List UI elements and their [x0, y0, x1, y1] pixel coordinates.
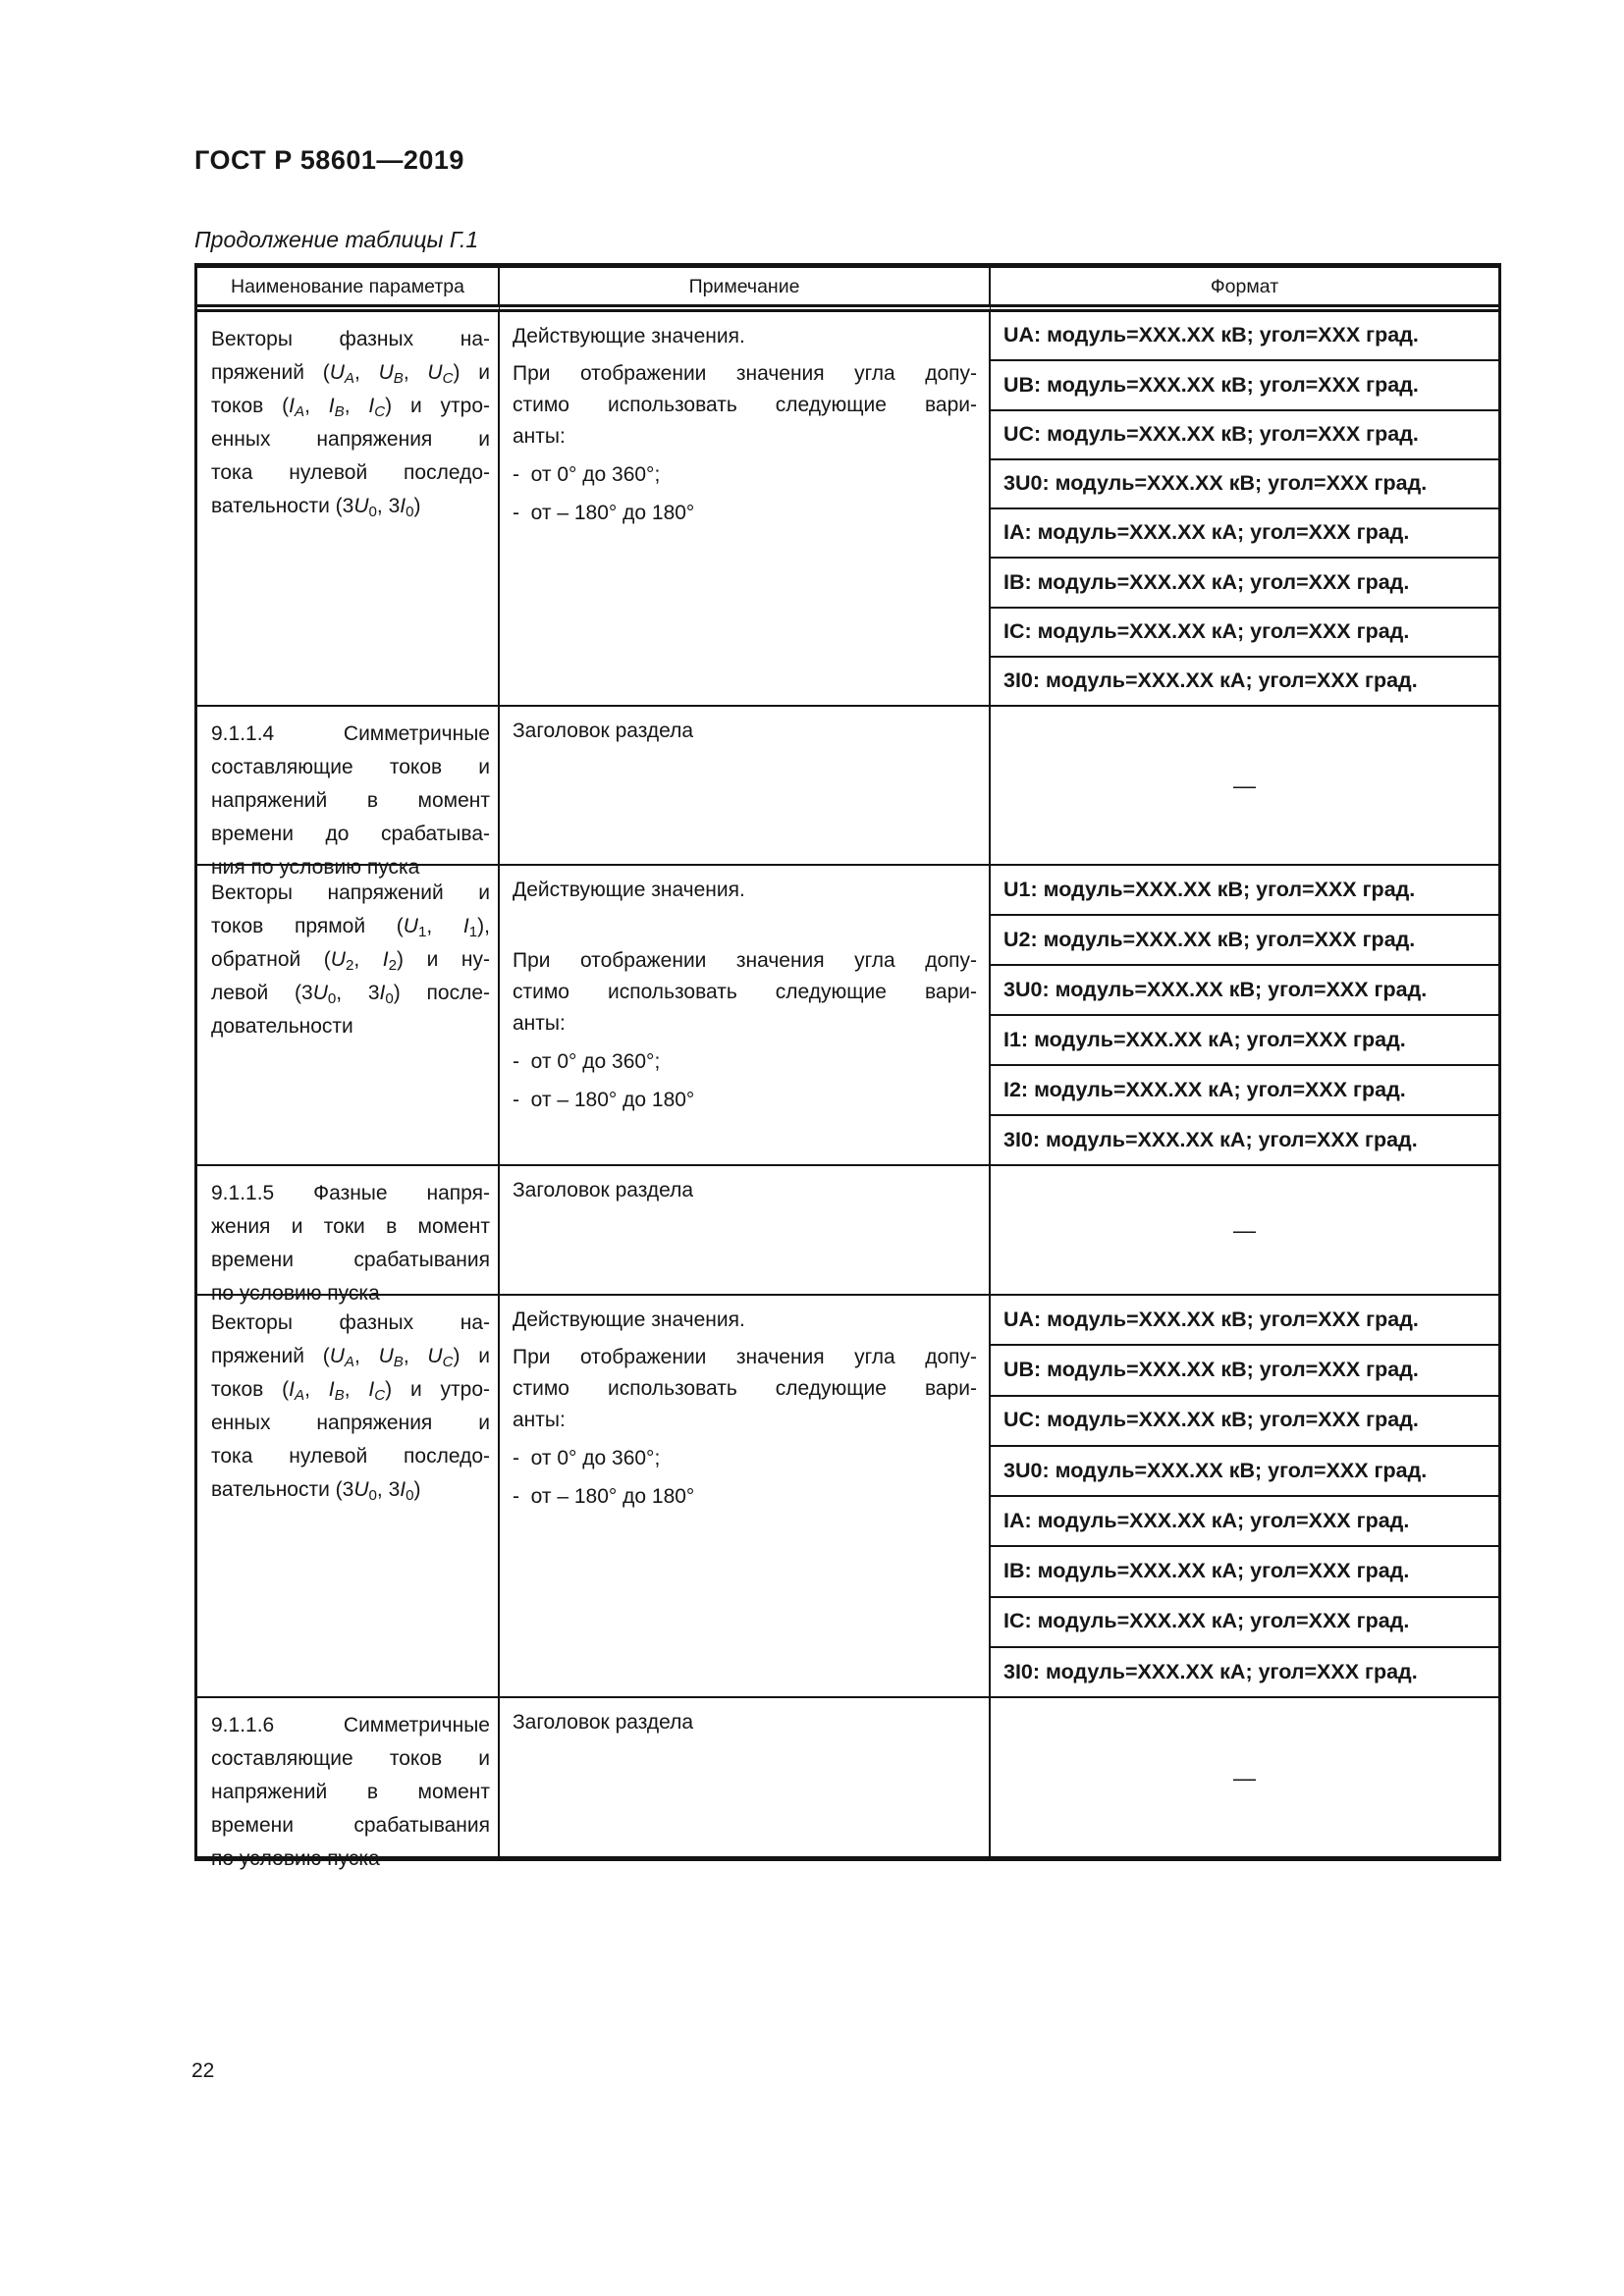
- format-cell: [991, 1698, 1498, 1856]
- text-line: Векторы напряжений и: [211, 881, 490, 904]
- text-line: вательности ($3U_0$, $3I_0$): [211, 1478, 421, 1504]
- param-name-cell: [197, 1296, 500, 1698]
- column-header-parameter-name: Наименование параметра: [197, 268, 500, 312]
- note-intro: Заголовок раздела: [513, 1711, 694, 1734]
- em-dash: —: [1233, 1217, 1256, 1243]
- format-item: I2: модуль=XXX.XX кА; угол=XXX град.: [991, 1064, 1498, 1114]
- text-line: Векторы фазных на-: [211, 328, 490, 350]
- param-name-cell: [197, 1698, 500, 1870]
- note-intro: Действующие значения.: [513, 1308, 745, 1331]
- text-line: по условию пуска: [211, 1847, 380, 1870]
- text-line: ния по условию пуска: [211, 856, 420, 879]
- text-line: вательности ($3U_0$, $3I_0$): [211, 495, 421, 520]
- text-line: левой ($3U_0$, $3I_0$) после-: [211, 982, 490, 1007]
- text-line: жения и токи в момент: [211, 1215, 490, 1238]
- text-line: анты:: [513, 425, 566, 448]
- format-item: 3U0: модуль=XXX.XX кВ; угол=XXX град.: [991, 458, 1498, 507]
- text-line: напряжений в момент: [211, 789, 490, 812]
- text-line: времени срабатывания: [211, 1814, 490, 1837]
- note-intro: Действующие значения.: [513, 879, 745, 901]
- format-item: IB: модуль=XXX.XX кА; угол=XXX град.: [991, 1545, 1498, 1595]
- text-line: анты:: [513, 1409, 566, 1431]
- note-option: - от 0° до 360°;: [513, 1050, 661, 1073]
- format-cell: [991, 312, 1498, 707]
- text-line: пряжений ($U_A$, $U_B$, $U_C$) и: [211, 361, 490, 387]
- text-line: токов прямой ($U_1$, $I_1$),: [211, 915, 490, 940]
- text-line: обратной ($U_2$, $I_2$) и ну-: [211, 948, 491, 974]
- text-line: составляющие токов и: [211, 1747, 490, 1770]
- text-line: енных напряжения и: [211, 428, 490, 451]
- format-cell: [991, 707, 1498, 866]
- text-line: енных напряжения и: [211, 1412, 490, 1434]
- table-caption: Продолжение таблицы Г.1: [194, 227, 479, 252]
- text-line: времени срабатывания: [211, 1249, 490, 1271]
- format-item: I1: модуль=XXX.XX кА; угол=XXX град.: [991, 1014, 1498, 1064]
- note-cell: [500, 1296, 991, 1698]
- column-header-note: Примечание: [500, 268, 991, 312]
- format-item: IC: модуль=XXX.XX кА; угол=XXX град.: [991, 607, 1498, 656]
- doc-title: ГОСТ Р 58601—2019: [194, 145, 464, 175]
- table-g1-continuation: [194, 263, 1501, 1870]
- note-cell: [500, 866, 991, 1166]
- note-option: - от – 180° до 180°: [513, 1485, 695, 1508]
- format-item: 3U0: модуль=XXX.XX кВ; угол=XXX град.: [991, 964, 1498, 1014]
- note-spacer: [513, 906, 977, 939]
- text-line: Векторы фазных на-: [211, 1311, 490, 1334]
- format-item: IA: модуль=XXX.XX кА; угол=XXX град.: [991, 1495, 1498, 1545]
- text-line: 9.1.1.6 Симметричные: [211, 1714, 490, 1736]
- note-cell: [500, 1698, 991, 1856]
- format-cell: [991, 866, 1498, 1166]
- format-item: UC: модуль=XXX.XX кВ; угол=XXX град.: [991, 409, 1498, 458]
- text-line: токов ($I_A$, $I_B$, $I_C$) и утро-: [211, 1378, 491, 1404]
- param-name-cell: [197, 312, 500, 707]
- format-item: 3I0: модуль=XXX.XX кА; угол=XXX град.: [991, 1646, 1498, 1696]
- param-name-cell: [197, 1166, 500, 1305]
- text-line: напряжений в момент: [211, 1781, 490, 1803]
- text-line: стимо использовать следующие вари-: [513, 981, 977, 1003]
- note-option: - от – 180° до 180°: [513, 1089, 695, 1111]
- text-line: анты:: [513, 1012, 566, 1035]
- text-line: При отображении значения угла допу-: [513, 362, 977, 385]
- text-line: составляющие токов и: [211, 756, 490, 778]
- text-line: пряжений ($U_A$, $U_B$, $U_C$) и: [211, 1345, 490, 1370]
- text-line: токов ($I_A$, $I_B$, $I_C$) и утро-: [211, 395, 491, 420]
- text-line: времени до срабатыва-: [211, 823, 490, 845]
- format-item: U2: модуль=XXX.XX кВ; угол=XXX град.: [991, 914, 1498, 964]
- text-line: по условию пуска: [211, 1282, 380, 1305]
- text-line: 9.1.1.5 Фазные напря-: [211, 1182, 490, 1204]
- column-header-format: Формат: [991, 268, 1498, 312]
- text-line: При отображении значения угла допу-: [513, 949, 977, 972]
- format-item: UA: модуль=XXX.XX кВ; угол=XXX град.: [1003, 323, 1419, 347]
- note-cell: [500, 707, 991, 866]
- note-intro: Заголовок раздела: [513, 1179, 694, 1201]
- em-dash: —: [1233, 773, 1256, 798]
- note-option: - от – 180° до 180°: [513, 502, 695, 524]
- format-item: UC: модуль=XXX.XX кВ; угол=XXX град.: [991, 1395, 1498, 1445]
- param-name-cell: [197, 707, 500, 879]
- format-cell: [991, 1296, 1498, 1698]
- page-number: 22: [191, 2059, 215, 2082]
- format-item: IB: модуль=XXX.XX кА; угол=XXX град.: [991, 557, 1498, 606]
- text-line: тока нулевой последо-: [211, 461, 490, 484]
- format-item: UB: модуль=XXX.XX кВ; угол=XXX град.: [991, 1344, 1498, 1394]
- text-line: стимо использовать следующие вари-: [513, 1377, 977, 1400]
- format-item: UA: модуль=XXX.XX кВ; угол=XXX град.: [1003, 1307, 1419, 1331]
- format-item: IA: модуль=XXX.XX кА; угол=XXX град.: [991, 507, 1498, 557]
- text-line: При отображении значения угла допу-: [513, 1346, 977, 1368]
- param-name-cell: [197, 866, 500, 1166]
- format-item: 3U0: модуль=XXX.XX кВ; угол=XXX град.: [991, 1445, 1498, 1495]
- em-dash: —: [1233, 1764, 1256, 1790]
- text-line: тока нулевой последо-: [211, 1445, 490, 1468]
- note-cell: [500, 312, 991, 707]
- note-option: - от 0° до 360°;: [513, 1447, 661, 1469]
- format-item: 3I0: модуль=XXX.XX кА; угол=XXX град.: [991, 1114, 1498, 1164]
- text-line: довательности: [211, 1015, 353, 1038]
- format-item: 3I0: модуль=XXX.XX кА; угол=XXX град.: [991, 656, 1498, 705]
- format-item: UB: модуль=XXX.XX кВ; угол=XXX град.: [991, 359, 1498, 408]
- note-intro: Заголовок раздела: [513, 720, 694, 742]
- format-item: IC: модуль=XXX.XX кА; угол=XXX град.: [991, 1596, 1498, 1646]
- text-line: стимо использовать следующие вари-: [513, 394, 977, 416]
- text-line: 9.1.1.4 Симметричные: [211, 722, 490, 745]
- note-intro: Действующие значения.: [513, 325, 745, 347]
- note-cell: [500, 1166, 991, 1296]
- note-option: - от 0° до 360°;: [513, 463, 661, 486]
- format-cell: [991, 1166, 1498, 1296]
- format-item: U1: модуль=XXX.XX кВ; угол=XXX град.: [1003, 877, 1416, 901]
